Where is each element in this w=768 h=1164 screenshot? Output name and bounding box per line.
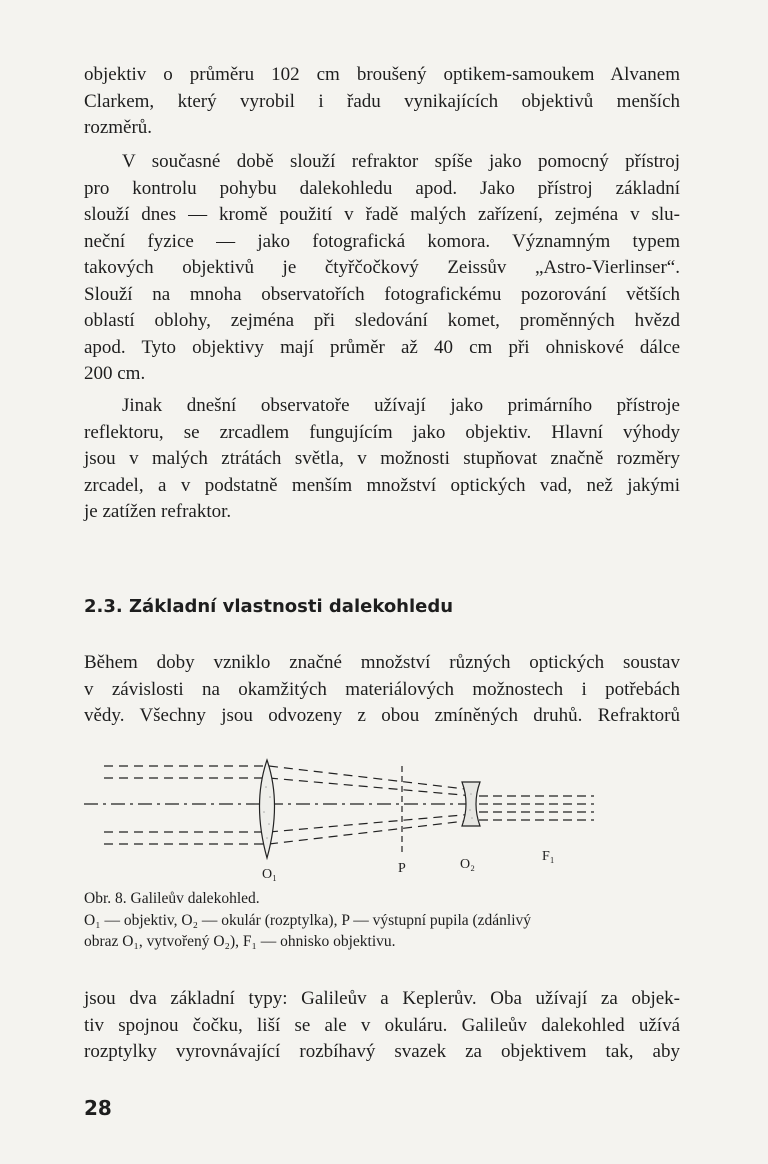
text-line: slouží dnes — kromě použití v řadě malých zařízení, zejména v slu- [84,204,680,225]
text-line: Jinak dnešní observatoře užívají jako primárního přístroje [122,395,680,416]
text-line: jsou dva základní typy: Galileův a Keplerův. Oba užívají za objek- [84,988,680,1009]
text-line: vědy. Všechny jsou odvozeny z obou zmíněných druhů. Refraktorů [84,705,680,726]
paragraph-5 [84,986,680,1066]
label-p: P [398,861,406,876]
text-line: je zatížen refraktor. [84,501,232,522]
text-line: 200 cm. [84,363,146,384]
text-line: Clarkem, který vyrobil i řadu vynikajících objektivů menších [84,90,680,112]
text-line: pro kontrolu pohybu dalekohledu apod. Jako přístroj základní [84,177,680,199]
paragraph-3 [84,393,680,526]
text-line: tiv spojnou čočku, liší se ale v okuláru. Galileův dalekohled užívá [84,1014,680,1036]
label-o2: O₂ [460,857,475,872]
paragraph-2 [84,149,680,388]
ray-line [269,766,474,790]
text-line: V současné době slouží refraktor spíše jako pomocný přístroj [122,151,680,172]
caption-line: obraz O₁, vytvořený O₂), F₁ — ohnisko objektivu. [84,933,396,950]
text-line: apod. Tyto objektivy mají průměr až 40 cm při ohniskové dálce [84,336,680,358]
label-o1: O₁ [262,867,277,882]
text-line: Během doby vzniklo značné množství různých optických soustav [84,652,680,673]
text-line: v závislosti na okamžitých materiálových možnostech i potřebách [84,678,680,700]
text-line: zrcadel, a v podstatně menším množství optických vad, než jakými [84,474,680,496]
galileo-telescope-diagram [84,752,604,882]
text-line: rozptylky vyrovnávající rozbíhavý svazek za objektivem tak, aby [84,1041,680,1062]
label-f1: F₁ [542,849,555,864]
text-line: jsou v malých ztrátách světla, v možnosti stupňovat značně rozměry [84,448,680,469]
text-line: reflektoru, se zrcadlem fungujícím jako objektiv. Hlavní výhody [84,421,680,443]
text-line: Slouží na mnoha observatořích fotografickému pozorování větších [84,283,680,305]
text-line: takových objektivů je čtyřčočkový Zeissův „Astro-Vierlinser“. [84,257,680,278]
caption-line: O₁ — objektiv, O₂ — okulár (rozptylka), P — výstupní pupila (zdánlivý [84,911,532,929]
text-line: neční fyzice — jako fotografická komora. Významným typem [84,230,680,252]
ray-line [269,778,474,796]
ray-line [269,814,474,832]
text-line: rozměrů. [84,117,153,138]
ray-line [269,820,474,844]
paragraph-1 [84,62,680,142]
paragraph-4 [84,650,680,730]
figure-caption [84,888,680,953]
page-number: 28 [84,1096,112,1120]
caption-line: Obr. 8. Galileův dalekohled. [84,890,260,907]
section-heading: 2.3. Základní vlastnosti dalekohledu [84,596,454,617]
text-line: objektiv o průměru 102 cm broušený optikem-samoukem Alvanem [84,64,680,85]
text-line: oblastí oblohy, zejména při sledování komet, proměnných hvězd [84,310,680,331]
